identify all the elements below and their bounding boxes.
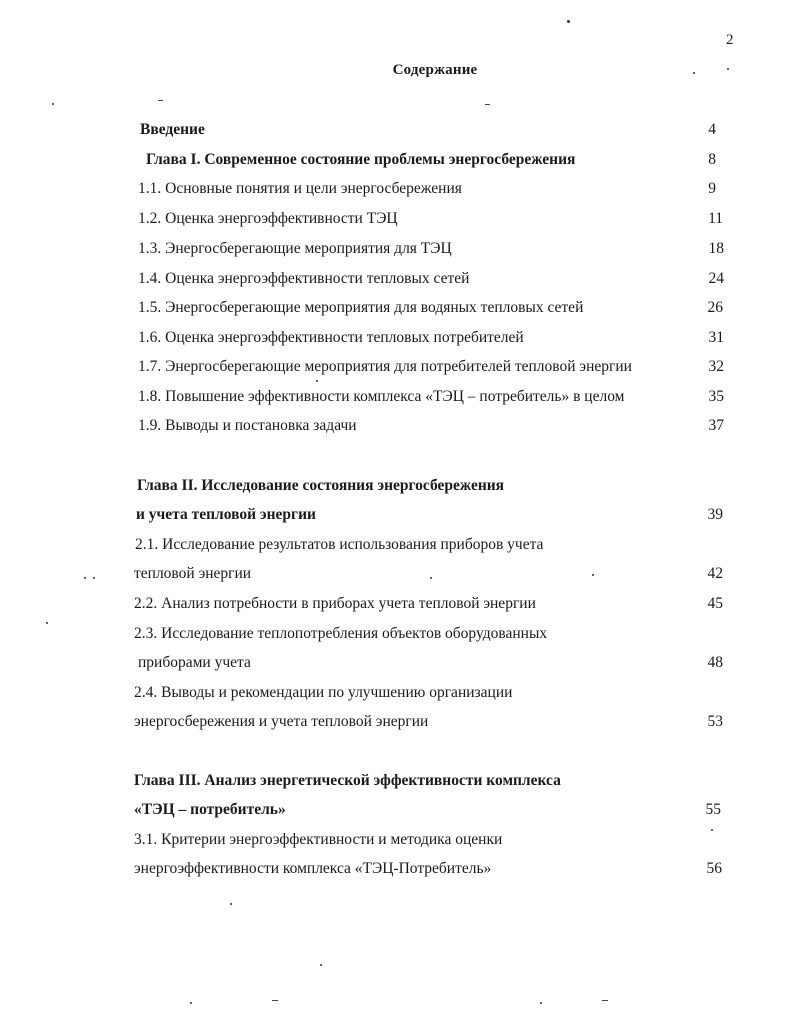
scan-speck [52,103,54,105]
scan-speck [567,20,570,23]
scan-speck [272,1000,278,1001]
toc-section-1-6: 1.6. Оценка энергоэффективности тепловых потребителей [138,329,524,346]
scan-speck [316,380,318,382]
toc-page-number: 56 [706,860,722,877]
scan-speck [46,622,48,624]
toc-page-number: 39 [707,506,723,523]
toc-chapter-1: Глава I. Современное состояние проблемы энергосбережения [146,151,576,168]
scan-speck [158,100,163,101]
page-title: Содержание [392,62,478,78]
toc-page-number: 45 [707,595,723,612]
scan-speck [93,577,95,579]
scan-speck [540,1002,542,1004]
toc-section-2-1-cont: тепловой энергии [134,565,252,582]
toc-page-number: 55 [705,801,721,818]
toc-page-number: 9 [708,180,716,197]
scan-speck [693,72,695,74]
page-number: 2 [726,32,734,48]
scan-speck [592,574,594,576]
toc-chapter-2: Глава II. Исследование состояния энергосбережения [137,477,505,494]
toc-section-2-4-cont: энергосбережения и учета тепловой энергии [134,713,429,730]
scan-speck [230,903,232,905]
toc-section-1-7: 1.7. Энергосберегающие мероприятия для потребителей тепловой энергии [138,358,632,375]
toc-section-1-9: 1.9. Выводы и постановка задачи [138,417,357,434]
toc-section-1-3: 1.3. Энергосберегающие мероприятия для ТЭЦ [138,240,452,257]
toc-section-2-2: 2.2. Анализ потребности в приборах учета тепловой энергии [134,595,536,612]
toc-section-1-1: 1.1. Основные понятия и цели энергосбережения [138,180,462,197]
scan-speck [485,104,490,105]
scan-speck [711,829,713,831]
toc-section-3-1: 3.1. Критерии энергоэффективности и методика оценки [134,831,503,848]
toc-intro: Введение [140,121,205,138]
toc-page-number: 48 [707,654,723,671]
toc-page-number: 18 [708,240,724,257]
toc-section-1-4: 1.4. Оценка энергоэффективности тепловых сетей [138,270,470,287]
toc-page-number: 8 [708,151,716,168]
toc-section-1-5: 1.5. Энергосберегающие мероприятия для водяных тепловых сетей [138,299,584,316]
scan-speck [727,68,729,70]
toc-page-number: 42 [707,565,723,582]
toc-section-1-8: 1.8. Повышение эффективности комплекса «ТЭЦ – потребитель» в целом [138,388,625,405]
scan-speck [84,577,86,579]
scan-speck [430,577,432,579]
scan-speck [602,1000,608,1001]
toc-page-number: 26 [707,299,723,316]
toc-page-number: 32 [708,358,724,375]
scan-speck [190,1002,192,1004]
toc-chapter-3-cont: «ТЭЦ – потребитель» [134,801,286,818]
toc-chapter-2-cont: и учета тепловой энергии [136,506,316,523]
toc-page-number: 31 [708,329,724,346]
toc-section-3-1-cont: энергоэффективности комплекса «ТЭЦ-Потребитель» [134,860,492,877]
toc-section-1-2: 1.2. Оценка энергоэффективности ТЭЦ [138,210,398,227]
toc-section-2-1: 2.1. Исследование результатов использования приборов учета [135,536,544,553]
toc-page-number: 24 [708,270,724,287]
toc-section-2-4: 2.4. Выводы и рекомендации по улучшению организации [134,684,513,701]
scan-speck [320,964,322,966]
toc-page-number: 35 [708,388,724,405]
toc-page-number: 53 [707,713,723,730]
toc-section-2-3-cont: приборами учета [138,654,251,671]
toc-page-number: 11 [708,210,723,227]
toc-page-number: 37 [708,417,724,434]
toc-page-number: 4 [708,121,716,138]
toc-section-2-3: 2.3. Исследование теплопотребления объектов оборудованных [134,625,548,642]
toc-chapter-3: Глава III. Анализ энергетической эффективности комплекса [134,772,561,789]
